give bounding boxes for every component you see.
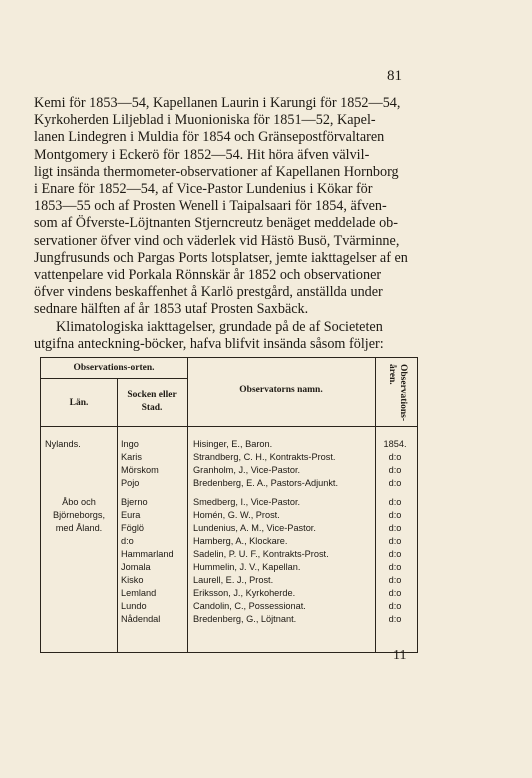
header-aren-label: Observations- åren. [387,363,408,421]
cell-lan: med Åland. [55,523,103,533]
text-line: öfver vindens beskaffenhet å Karlö prestgård, anställda under [34,284,383,301]
cell-namn: Eriksson, J., Kyrkoherde. [193,588,296,598]
cell-ar: d:o [388,562,402,572]
cell-namn: Bredenberg, E. A., Pastors-Adjunkt. [193,478,339,488]
text-line: Kyrkoherden Liljeblad i Muonioniska för 1851—52, Kapel- [34,112,376,129]
column-divider [375,426,376,652]
cell-ar: d:o [388,452,402,462]
header-aren [375,362,419,422]
header-lan: Län. [69,398,89,408]
cell-namn: Hummelin, J. V., Kapellan. [193,562,301,572]
text-line: i Enare för 1852—54, af Vice-Pastor Lundenius i Kökar för [34,181,373,198]
cell-socken: Kisko [121,575,144,585]
text-line: ligt insända thermometer-observationer af Kapellanen Hornborg [34,163,399,180]
cell-namn: Strandberg, C. H., Kontrakts-Prost. [193,452,336,462]
cell-namn: Lundenius, A. M., Vice-Pastor. [193,523,316,533]
cell-socken: Nådendal [121,614,161,624]
cell-socken: Bjerno [121,497,148,507]
text-line: Montgomery i Eckerö för 1852—54. Hit höra äfven välvil- [34,146,370,163]
cell-ar: 1854. [383,439,407,449]
column-divider [117,426,118,652]
observations-table [40,357,418,653]
cell-namn: Bredenberg, G., Löjtnant. [193,614,297,624]
cell-namn: Laurell, E. J., Prost. [193,575,274,585]
text-line: sednare hälften af år 1853 utaf Prosten Saxbäck. [34,301,309,318]
header-namn: Observatorns namn. [239,385,323,395]
text-line: Klimatologiska iakttagelser, grundade på de af Societeten [56,318,383,335]
text-line: lanen Lindegren i Muldia för 1854 och Gränsepostförvaltaren [34,129,385,146]
cell-socken: Pojo [121,478,140,488]
text-line: Jungfrusunds och Pargas Ports lotsplatser, jemte iakttagelser af en [34,249,408,266]
text-line: vattenpelare vid Porkala Rönnskär år 1852 och observationer [34,267,382,284]
text-line: utgifna anteckning-böcker, hafva blifvit insända såsom följer: [34,335,384,352]
text-line: 1853—55 och af Prosten Wenell i Taipalsaari för 1854, äfven- [34,198,387,215]
cell-ar: d:o [388,465,402,475]
page-number: 81 [387,68,402,84]
cell-socken: Lundo [121,601,147,611]
cell-lan: Björneborgs, [52,510,106,520]
body-text [34,95,426,353]
cell-ar: d:o [388,549,402,559]
cell-ar: d:o [388,510,402,520]
cell-socken: Hammarland [121,549,174,559]
cell-ar: d:o [388,601,402,611]
cell-ar: d:o [388,523,402,533]
cell-ar: d:o [388,478,402,488]
cell-namn: Homén, G. W., Prost. [193,510,280,520]
cell-namn: Hisinger, E., Baron. [193,439,273,449]
cell-socken: Eura [121,510,141,520]
cell-socken: Mörskom [121,465,159,475]
cell-lan: Nylands. [45,439,81,449]
cell-socken: Jomala [121,562,151,572]
cell-lan: Åbo och [62,497,96,507]
cell-ar: d:o [388,575,402,585]
cell-ar: d:o [388,536,402,546]
folio-signature: 11 [393,648,407,663]
table-header [41,358,417,427]
cell-namn: Hamberg, A., Klockare. [193,536,288,546]
cell-socken: Föglö [121,523,144,533]
text-line: servationer öfver vind och väderlek vid Hästö Busö, Tvärminne, [34,232,400,249]
column-divider [187,426,188,652]
cell-socken: d:o [121,536,134,546]
cell-ar: d:o [388,497,402,507]
cell-ar: d:o [388,588,402,598]
cell-socken: Ingo [121,439,139,449]
text-line: Kemi för 1853—54, Kapellanen Laurin i Karungi för 1852—54, [34,95,401,111]
cell-namn: Candolin, C., Possessionat. [193,601,306,611]
cell-namn: Sadelin, P. U. F., Kontrakts-Prost. [193,549,329,559]
cell-namn: Granholm, J., Vice-Pastor. [193,465,301,475]
text-line: som af Öfverste-Löjtnanten Stjerncreutz benäget meddelade ob- [34,215,398,232]
cell-socken: Lemland [121,588,157,598]
cell-socken: Karis [121,452,142,462]
cell-namn: Smedberg, I., Vice-Pastor. [193,497,301,507]
cell-ar: d:o [388,614,402,624]
header-socken: Socken eller Stad. [127,390,177,413]
header-observations-orten: Observations-orten. [41,358,187,379]
